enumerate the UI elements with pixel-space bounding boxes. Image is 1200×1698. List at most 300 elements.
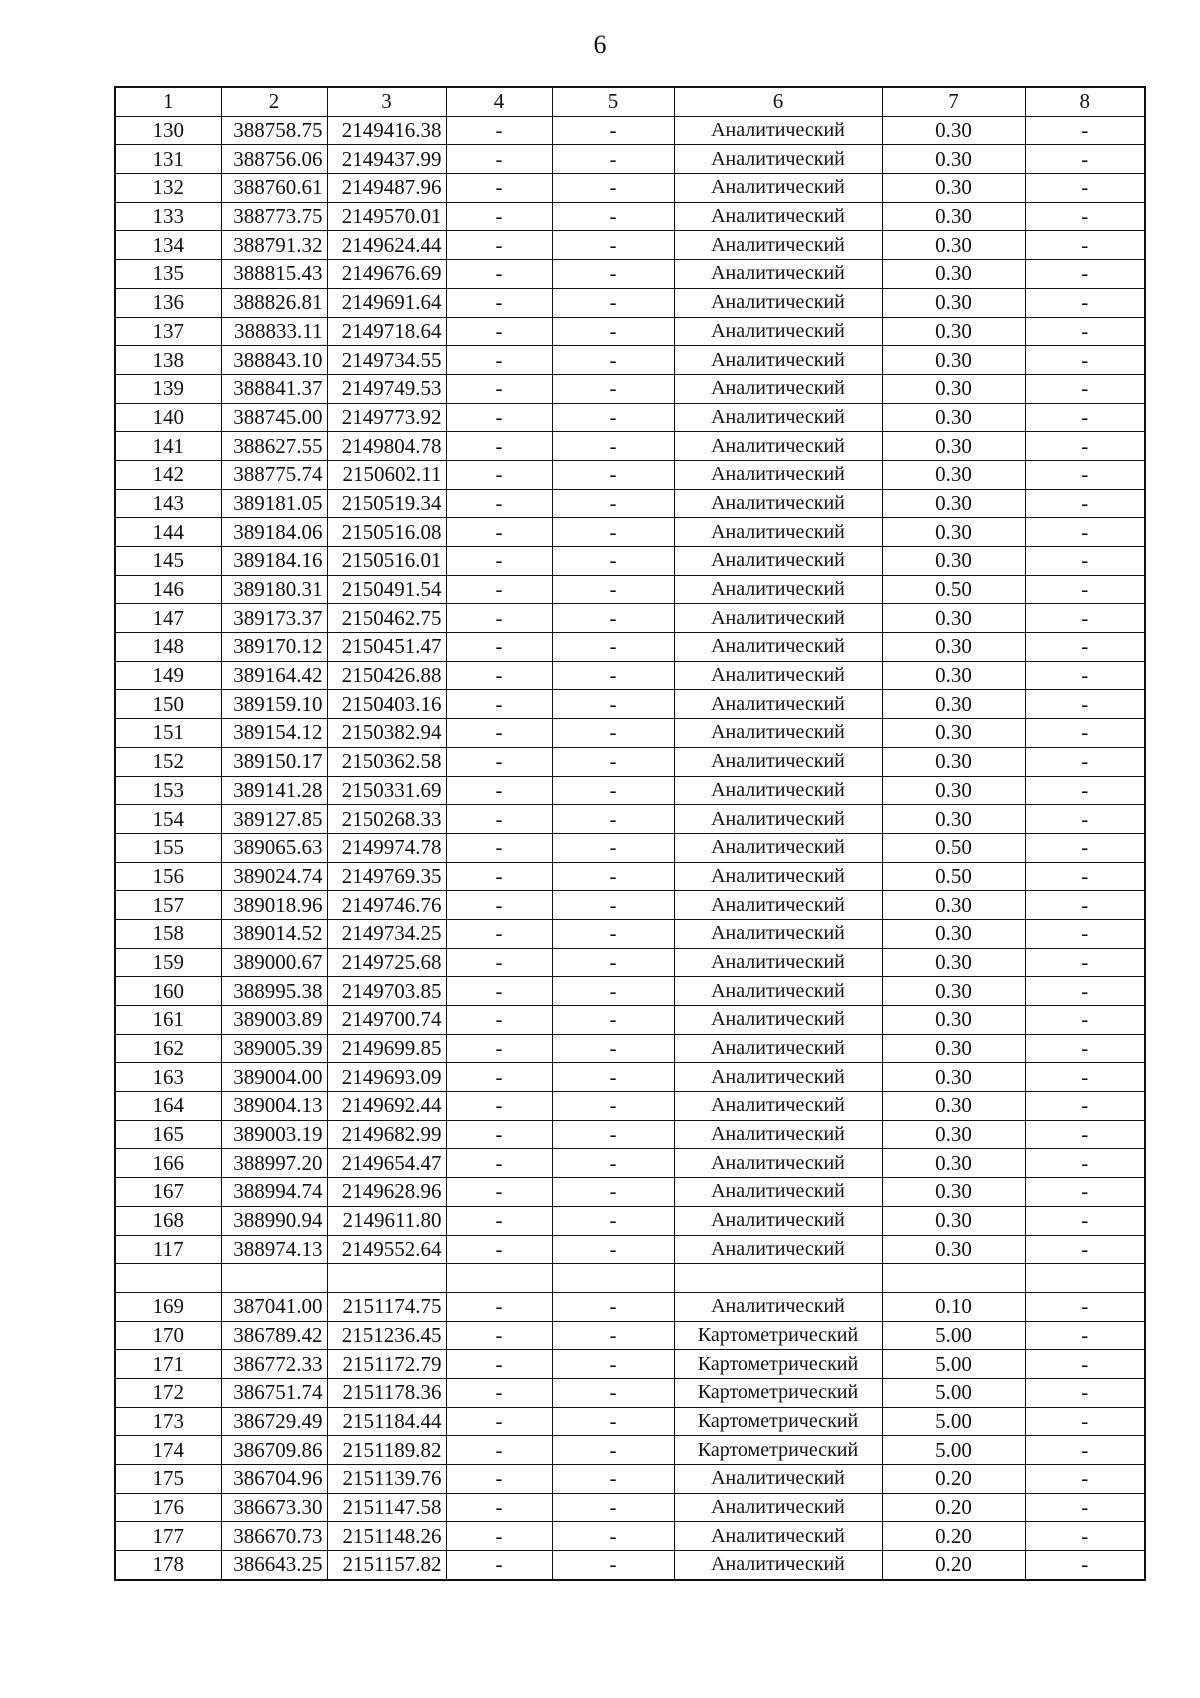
point-number-cell: 153 [115,776,221,805]
x-coordinate-cell: 386704.96 [221,1465,327,1494]
method-cell: Аналитический [674,1178,882,1207]
method-cell: Картометрический [674,1321,882,1350]
table-row [115,661,1145,690]
column-4-cell: - [446,547,552,576]
table-row [115,1006,1145,1035]
method-cell: Аналитический [674,1063,882,1092]
column-4-cell: - [446,460,552,489]
method-cell: Картометрический [674,1407,882,1436]
accuracy-cell: 0.30 [882,145,1025,174]
column-4-cell: - [446,145,552,174]
accuracy-cell: 0.30 [882,231,1025,260]
table-row [115,1493,1145,1522]
y-coordinate-cell: 2149692.44 [327,1092,446,1121]
x-coordinate-cell: 389184.06 [221,518,327,547]
column-8-cell: - [1025,1235,1145,1264]
x-coordinate-cell: 389003.89 [221,1006,327,1035]
column-4-cell: - [446,1034,552,1063]
point-number-cell: 159 [115,948,221,977]
accuracy-cell: 0.30 [882,948,1025,977]
accuracy-cell: 0.30 [882,489,1025,518]
point-number-cell: 165 [115,1120,221,1149]
point-number-cell: 142 [115,460,221,489]
x-coordinate-cell: 389065.63 [221,833,327,862]
y-coordinate-cell: 2150362.58 [327,747,446,776]
method-cell: Аналитический [674,231,882,260]
accuracy-cell: 0.30 [882,1092,1025,1121]
y-coordinate-cell: 2149749.53 [327,374,446,403]
point-number-cell: 155 [115,833,221,862]
y-coordinate-cell: 2151184.44 [327,1407,446,1436]
y-coordinate-cell [327,1264,446,1293]
method-cell: Аналитический [674,719,882,748]
accuracy-cell: 0.50 [882,833,1025,862]
point-number-cell: 130 [115,116,221,145]
column-4-cell: - [446,489,552,518]
column-8-cell: - [1025,432,1145,461]
column-5-cell: - [552,862,674,891]
column-4-cell: - [446,1206,552,1235]
y-coordinate-cell: 2150382.94 [327,719,446,748]
table-row [115,977,1145,1006]
accuracy-cell: 0.30 [882,547,1025,576]
column-4-cell: - [446,1149,552,1178]
column-5-cell: - [552,690,674,719]
accuracy-cell: 5.00 [882,1321,1025,1350]
column-4-cell: - [446,116,552,145]
point-number-cell: 138 [115,346,221,375]
method-cell: Аналитический [674,145,882,174]
column-4-cell: - [446,260,552,289]
table-row [115,1034,1145,1063]
x-coordinate-cell: 389004.00 [221,1063,327,1092]
column-5-cell: - [552,1034,674,1063]
y-coordinate-cell: 2151236.45 [327,1321,446,1350]
table-row [115,891,1145,920]
method-cell: Аналитический [674,1235,882,1264]
column-4-cell: - [446,1006,552,1035]
method-cell: Аналитический [674,776,882,805]
method-cell: Картометрический [674,1436,882,1465]
column-4-cell: - [446,518,552,547]
accuracy-cell: 0.30 [882,919,1025,948]
point-number-cell: 160 [115,977,221,1006]
x-coordinate-cell: 389014.52 [221,919,327,948]
method-cell: Аналитический [674,403,882,432]
method-cell: Аналитический [674,891,882,920]
method-cell: Аналитический [674,1206,882,1235]
column-4-cell: - [446,1092,552,1121]
method-cell: Аналитический [674,1551,882,1580]
column-4-cell: - [446,346,552,375]
column-header-5: 5 [552,87,674,116]
method-cell: Аналитический [674,948,882,977]
method-cell: Аналитический [674,1034,882,1063]
column-8-cell: - [1025,1436,1145,1465]
x-coordinate-cell: 386673.30 [221,1493,327,1522]
column-4-cell: - [446,604,552,633]
table-row [115,1120,1145,1149]
accuracy-cell: 0.30 [882,1034,1025,1063]
accuracy-cell: 0.30 [882,633,1025,662]
y-coordinate-cell: 2151139.76 [327,1465,446,1494]
accuracy-cell: 0.30 [882,374,1025,403]
column-5-cell: - [552,833,674,862]
column-8-cell: - [1025,1493,1145,1522]
column-4-cell: - [446,776,552,805]
accuracy-cell: 0.30 [882,1235,1025,1264]
point-number-cell: 136 [115,288,221,317]
point-number-cell: 141 [115,432,221,461]
method-cell: Аналитический [674,547,882,576]
y-coordinate-cell: 2149773.92 [327,403,446,432]
x-coordinate-cell: 388815.43 [221,260,327,289]
x-coordinate-cell: 388791.32 [221,231,327,260]
method-cell: Аналитический [674,346,882,375]
accuracy-cell: 0.30 [882,1149,1025,1178]
column-4-cell: - [446,1321,552,1350]
accuracy-cell: 0.50 [882,862,1025,891]
point-number-cell: 171 [115,1350,221,1379]
column-5-cell: - [552,604,674,633]
table-row [115,489,1145,518]
column-4-cell: - [446,1436,552,1465]
column-5-cell: - [552,1321,674,1350]
method-cell: Аналитический [674,1149,882,1178]
column-5-cell: - [552,1092,674,1121]
column-5-cell: - [552,805,674,834]
x-coordinate-cell: 388826.81 [221,288,327,317]
method-cell: Аналитический [674,1522,882,1551]
column-5-cell: - [552,1551,674,1580]
method-cell: Аналитический [674,633,882,662]
column-4-cell: - [446,633,552,662]
x-coordinate-cell: 389000.67 [221,948,327,977]
table-row [115,317,1145,346]
y-coordinate-cell: 2149734.55 [327,346,446,375]
accuracy-cell: 0.30 [882,690,1025,719]
point-number-cell: 172 [115,1378,221,1407]
table-row [115,403,1145,432]
column-5-cell: - [552,231,674,260]
method-cell: Аналитический [674,575,882,604]
table-row [115,260,1145,289]
table-row [115,202,1145,231]
table-row [115,1436,1145,1465]
column-4-cell: - [446,1235,552,1264]
x-coordinate-cell: 388833.11 [221,317,327,346]
point-number-cell: 131 [115,145,221,174]
column-8-cell: - [1025,575,1145,604]
y-coordinate-cell: 2149676.69 [327,260,446,289]
column-8-cell: - [1025,317,1145,346]
accuracy-cell: 0.30 [882,1178,1025,1207]
column-4-cell: - [446,747,552,776]
x-coordinate-cell: 389173.37 [221,604,327,633]
column-8-cell: - [1025,1149,1145,1178]
x-coordinate-cell: 387041.00 [221,1292,327,1321]
method-cell: Картометрический [674,1350,882,1379]
point-number-cell: 144 [115,518,221,547]
column-4-cell: - [446,317,552,346]
point-number-cell: 146 [115,575,221,604]
x-coordinate-cell: 386729.49 [221,1407,327,1436]
point-number-cell: 139 [115,374,221,403]
point-number-cell: 164 [115,1092,221,1121]
y-coordinate-cell: 2149699.85 [327,1034,446,1063]
x-coordinate-cell: 389150.17 [221,747,327,776]
point-number-cell: 132 [115,174,221,203]
column-5-cell: - [552,1235,674,1264]
table-row [115,633,1145,662]
column-4-cell: - [446,1465,552,1494]
accuracy-cell [882,1264,1025,1293]
table-row [115,288,1145,317]
point-number-cell: 168 [115,1206,221,1235]
y-coordinate-cell: 2149769.35 [327,862,446,891]
point-number-cell: 161 [115,1006,221,1035]
y-coordinate-cell: 2151147.58 [327,1493,446,1522]
column-5-cell: - [552,174,674,203]
column-5-cell: - [552,1378,674,1407]
point-number-cell: 158 [115,919,221,948]
method-cell: Аналитический [674,317,882,346]
table-row [115,145,1145,174]
point-number-cell: 169 [115,1292,221,1321]
x-coordinate-cell: 388627.55 [221,432,327,461]
column-4-cell: - [446,1120,552,1149]
method-cell: Аналитический [674,833,882,862]
column-5-cell: - [552,1120,674,1149]
table-row [115,1407,1145,1436]
x-coordinate-cell: 389141.28 [221,776,327,805]
point-number-cell: 178 [115,1551,221,1580]
column-8-cell: - [1025,202,1145,231]
column-header-4: 4 [446,87,552,116]
table-row [115,460,1145,489]
x-coordinate-cell: 389018.96 [221,891,327,920]
table-row [115,862,1145,891]
point-number-cell: 163 [115,1063,221,1092]
column-8-cell: - [1025,1378,1145,1407]
x-coordinate-cell: 389005.39 [221,1034,327,1063]
method-cell: Аналитический [674,202,882,231]
column-4-cell: - [446,891,552,920]
column-5-cell: - [552,1493,674,1522]
table-body [115,116,1145,1580]
y-coordinate-cell: 2149700.74 [327,1006,446,1035]
y-coordinate-cell: 2149611.80 [327,1206,446,1235]
method-cell: Аналитический [674,805,882,834]
column-5-cell: - [552,432,674,461]
column-4-cell: - [446,690,552,719]
column-8-cell: - [1025,116,1145,145]
column-8-cell: - [1025,1006,1145,1035]
column-8-cell: - [1025,805,1145,834]
point-number-cell: 143 [115,489,221,518]
accuracy-cell: 0.30 [882,891,1025,920]
x-coordinate-cell: 389003.19 [221,1120,327,1149]
column-5-cell: - [552,403,674,432]
y-coordinate-cell: 2150462.75 [327,604,446,633]
column-5-cell: - [552,1436,674,1465]
column-8-cell [1025,1264,1145,1293]
point-number-cell: 152 [115,747,221,776]
accuracy-cell: 0.30 [882,776,1025,805]
method-cell: Аналитический [674,1006,882,1035]
column-8-cell: - [1025,260,1145,289]
column-5-cell: - [552,776,674,805]
column-8-cell: - [1025,1034,1145,1063]
column-8-cell: - [1025,1522,1145,1551]
column-8-cell: - [1025,661,1145,690]
column-header-6: 6 [674,87,882,116]
method-cell: Аналитический [674,374,882,403]
y-coordinate-cell: 2149974.78 [327,833,446,862]
accuracy-cell: 0.30 [882,1006,1025,1035]
column-5-cell: - [552,1407,674,1436]
y-coordinate-cell: 2151172.79 [327,1350,446,1379]
column-5-cell: - [552,288,674,317]
column-8-cell: - [1025,1178,1145,1207]
table-row [115,805,1145,834]
method-cell: Аналитический [674,460,882,489]
column-8-cell: - [1025,145,1145,174]
column-4-cell: - [446,1522,552,1551]
table-row [115,374,1145,403]
accuracy-cell: 0.30 [882,317,1025,346]
point-number-cell: 137 [115,317,221,346]
x-coordinate-cell: 389154.12 [221,719,327,748]
column-5-cell: - [552,116,674,145]
accuracy-cell: 0.30 [882,604,1025,633]
table-row [115,776,1145,805]
y-coordinate-cell: 2151157.82 [327,1551,446,1580]
column-8-cell: - [1025,460,1145,489]
method-cell: Аналитический [674,604,882,633]
y-coordinate-cell: 2149682.99 [327,1120,446,1149]
column-4-cell: - [446,919,552,948]
point-number-cell: 147 [115,604,221,633]
y-coordinate-cell: 2149746.76 [327,891,446,920]
column-8-cell: - [1025,747,1145,776]
point-number-cell: 156 [115,862,221,891]
point-number-cell: 174 [115,1436,221,1465]
column-8-cell: - [1025,862,1145,891]
method-cell: Аналитический [674,1120,882,1149]
table-row [115,1378,1145,1407]
x-coordinate-cell: 386670.73 [221,1522,327,1551]
method-cell: Аналитический [674,862,882,891]
x-coordinate-cell [221,1264,327,1293]
column-4-cell: - [446,403,552,432]
accuracy-cell: 0.30 [882,288,1025,317]
column-5-cell: - [552,1006,674,1035]
column-8-cell: - [1025,288,1145,317]
x-coordinate-cell: 388775.74 [221,460,327,489]
x-coordinate-cell: 389127.85 [221,805,327,834]
x-coordinate-cell: 389184.16 [221,547,327,576]
accuracy-cell: 0.20 [882,1493,1025,1522]
y-coordinate-cell: 2150516.01 [327,547,446,576]
column-5-cell: - [552,489,674,518]
table-row [115,1092,1145,1121]
x-coordinate-cell: 389164.42 [221,661,327,690]
x-coordinate-cell: 389180.31 [221,575,327,604]
x-coordinate-cell: 389170.12 [221,633,327,662]
column-5-cell: - [552,948,674,977]
accuracy-cell: 0.30 [882,1120,1025,1149]
column-4-cell: - [446,948,552,977]
y-coordinate-cell: 2151178.36 [327,1378,446,1407]
y-coordinate-cell: 2149654.47 [327,1149,446,1178]
column-4-cell: - [446,1178,552,1207]
column-8-cell: - [1025,1292,1145,1321]
table-row [115,1321,1145,1350]
column-8-cell: - [1025,919,1145,948]
table-header-row [115,87,1145,116]
method-cell: Аналитический [674,518,882,547]
column-5-cell: - [552,1465,674,1494]
column-8-cell: - [1025,633,1145,662]
point-number-cell: 148 [115,633,221,662]
y-coordinate-cell: 2149804.78 [327,432,446,461]
column-5-cell: - [552,575,674,604]
column-5-cell [552,1264,674,1293]
x-coordinate-cell: 388760.61 [221,174,327,203]
table-row [115,547,1145,576]
column-5-cell: - [552,547,674,576]
accuracy-cell: 0.30 [882,747,1025,776]
column-header-3: 3 [327,87,446,116]
method-cell: Аналитический [674,919,882,948]
accuracy-cell: 0.20 [882,1522,1025,1551]
method-cell: Аналитический [674,174,882,203]
point-number-cell: 135 [115,260,221,289]
column-header-7: 7 [882,87,1025,116]
method-cell: Аналитический [674,747,882,776]
y-coordinate-cell: 2150331.69 [327,776,446,805]
method-cell: Картометрический [674,1378,882,1407]
column-8-cell: - [1025,518,1145,547]
column-8-cell: - [1025,1350,1145,1379]
x-coordinate-cell: 389181.05 [221,489,327,518]
point-number-cell: 167 [115,1178,221,1207]
table-row [115,1292,1145,1321]
column-5-cell: - [552,202,674,231]
column-4-cell: - [446,231,552,260]
point-number-cell: 134 [115,231,221,260]
method-cell: Аналитический [674,1465,882,1494]
method-cell: Аналитический [674,1493,882,1522]
y-coordinate-cell: 2151189.82 [327,1436,446,1465]
point-number-cell: 133 [115,202,221,231]
accuracy-cell: 0.20 [882,1551,1025,1580]
column-8-cell: - [1025,1407,1145,1436]
table-row [115,1465,1145,1494]
accuracy-cell: 5.00 [882,1350,1025,1379]
x-coordinate-cell: 388758.75 [221,116,327,145]
column-8-cell: - [1025,719,1145,748]
y-coordinate-cell: 2150451.47 [327,633,446,662]
table-row [115,1551,1145,1580]
accuracy-cell: 0.30 [882,1206,1025,1235]
method-cell: Аналитический [674,1092,882,1121]
y-coordinate-cell: 2151174.75 [327,1292,446,1321]
column-8-cell: - [1025,776,1145,805]
accuracy-cell: 0.30 [882,719,1025,748]
table-row [115,833,1145,862]
